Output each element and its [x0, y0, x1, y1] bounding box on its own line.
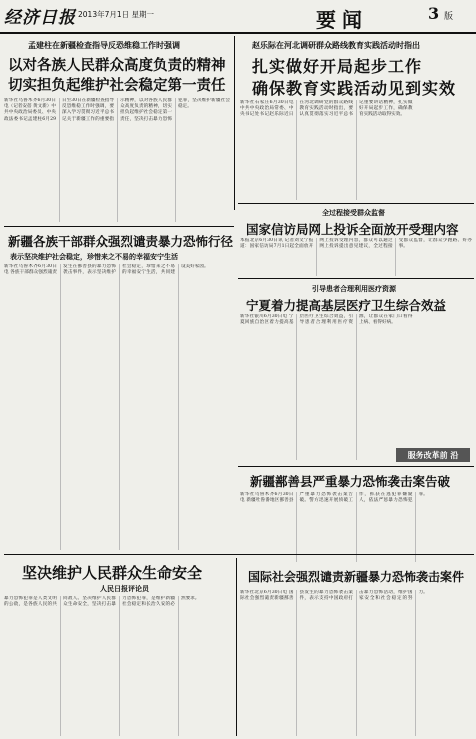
- section-divider: [238, 466, 474, 467]
- section-divider: [238, 203, 474, 204]
- article-headline: 宁夏着力提高基层医疗卫生综合效益: [246, 298, 447, 313]
- column-divider: [236, 558, 237, 736]
- article-body: 本报北京6月30日讯 记者刘文宁报道：国家信访局7月1日起全面放开网上投诉受理内容，群众可以通过网上投诉提出意见建议，全过程接受群众监督，让群众少跑路、好办事。: [240, 238, 472, 250]
- page-number: 3: [428, 4, 440, 23]
- article-headline-line: 以对各族人民群众高度负责的精神: [8, 57, 226, 74]
- article-headline: 国家信访局网上投诉全面放开受理内容: [246, 222, 459, 237]
- masthead: [0, 0, 476, 34]
- article-body: 新华社乌鲁木齐6月30日电（记者安蓓 黄文新）中共中央政治局委员、中央政法委书记孟建柱6月29日至30日在新疆检查指导反恐维稳工作时强调，要深入学习贯彻习近平总书记关于新疆工作的重要指示精神，以对各族人民群众高度负责的精神，切实担负起维护社会稳定第一责任，坚决打击暴力恐怖犯罪，坚决维护新疆社会稳定。: [4, 98, 230, 122]
- article-body: 新华社北京6月30日电 国际社会强烈谴责新疆鄯善县发生的暴力恐怖袭击案件，表示支持中国政府打击暴力恐怖活动，维护国家安全和社会稳定的努力。: [240, 590, 428, 602]
- article-body: 新华社乌鲁木齐6月30日电 新疆吐鲁番地区鄯善县严重暴力恐怖袭击案告破。警方迅速开展侦破工作，抓获在逃犯罪嫌疑人，依法严惩暴力恐怖犯罪。: [240, 492, 428, 504]
- issue-date: 2013年7月1日 星期一: [78, 10, 155, 19]
- article-headline-line: 扎实做好开局起步工作: [252, 57, 423, 76]
- article-headline-line: 确保教育实践活动见到实效: [252, 79, 457, 98]
- article-kicker: 孟建柱在新疆检查指导反恐维稳工作时强调: [28, 40, 180, 50]
- page-number-suffix: 版: [444, 12, 454, 22]
- article-headline: 坚决维护人民群众生命安全: [22, 564, 203, 582]
- article-body: 新华社石家庄6月30日电 中共中央政治局常委、中央书记处书记赵乐际近日在河北调研党的群众路线教育实践活动时指出，要认真贯彻落实习近平总书记重要讲话精神，扎实做好开局起步工作，确保教育实践活动取得实效。: [240, 100, 413, 118]
- section-divider: [4, 226, 234, 227]
- article-subhead: 表示坚决维护社会稳定，珍惜来之不易的幸福安宁生活: [10, 252, 178, 261]
- article-body: 暴力恐怖犯罪是人类文明的公敌，是各族人民的共同敌人。坚决维护人民群众生命安全，坚决打击暴力恐怖犯罪，是维护新疆社会稳定和长治久安的必然要求。: [4, 596, 200, 608]
- article-headline: 新疆各族干部群众强烈谴责暴力恐怖行径: [8, 234, 234, 249]
- article-headline: 国际社会强烈谴责新疆暴力恐怖袭击案件: [248, 570, 465, 584]
- article-body: 新华社银川6月30日电 宁夏回族自治区着力提高基层医疗卫生综合效益，引导患者合理利用医疗资源，让群众在家门口看得上病、看得好病。: [240, 314, 413, 326]
- article-kicker: 引导患者合理利用医疗资源: [312, 284, 396, 293]
- newspaper-logo: 经济日报: [4, 8, 76, 28]
- article-headline-line: 切实担负起维护社会稳定第一责任: [8, 77, 226, 94]
- article-kicker: 全过程接受群众监督: [322, 208, 385, 217]
- column-divider: [234, 36, 235, 210]
- column-badge: 服务改革前 沿: [396, 448, 470, 462]
- article-kicker: 赵乐际在河北调研群众路线教育实践活动时指出: [252, 40, 420, 50]
- section-divider: [238, 278, 474, 279]
- section-divider: [4, 554, 474, 555]
- section-title: 要闻: [316, 8, 368, 32]
- article-headline: 新疆鄯善县严重暴力恐怖袭击案告破: [250, 474, 451, 489]
- article-byline: 人民日报评论员: [100, 584, 149, 593]
- article-body: 新华社乌鲁木齐6月30日电 各族干部群众强烈谴责发生在鄯善县的暴力恐怖袭击事件，表示坚决维护社会稳定，珍惜来之不易的幸福安宁生活，共同建设美好家园。: [4, 264, 209, 276]
